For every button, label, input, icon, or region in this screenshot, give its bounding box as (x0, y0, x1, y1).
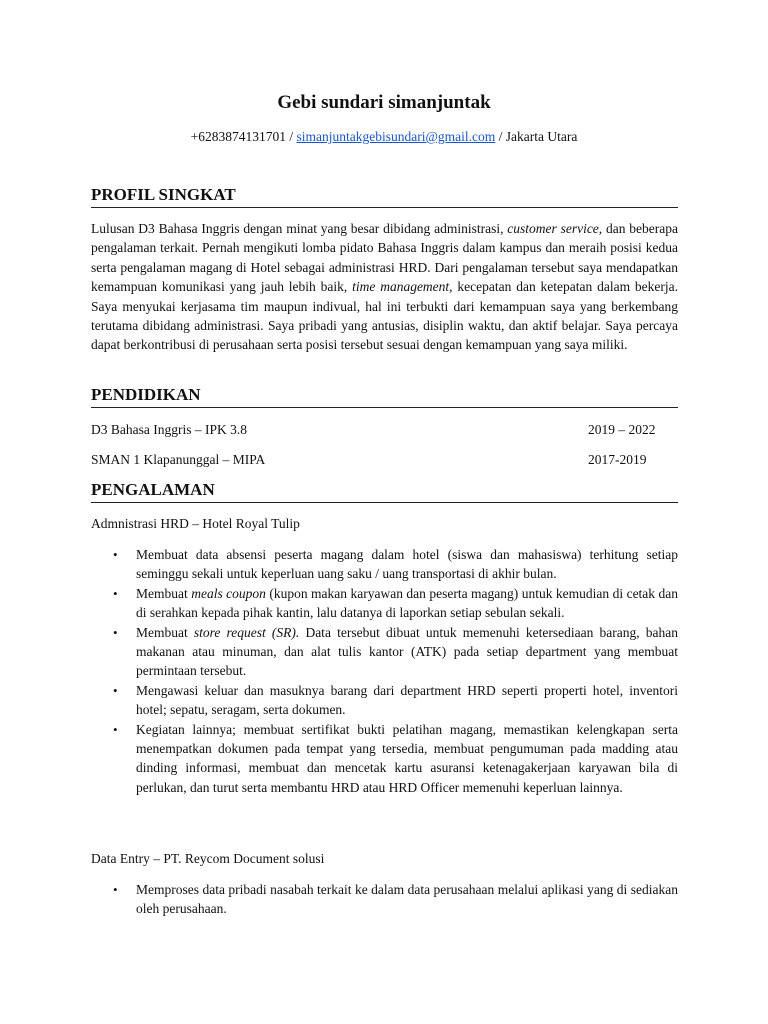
email-link[interactable]: simanjuntakgebisundari@gmail.com (296, 129, 496, 144)
profile-text: kecepatan dan ketepatan dalam bekerja. Saya menyukai kerjasama tim maupun indivual, hal ini terbukti dari kemampuan saya yang berkembang terutama dibidang administrasi. Saya pribadi yang antusias, disiplin waktu, dan aktif belajar. Saya percaya dapat berkontribusi di perusahaan serta posisi tersebut sesuai dengan kemampuan yang saya miliki. (91, 279, 679, 353)
bullet-text: Mengawasi keluar dan masuknya barang dari department HRD seperti properti hotel, inventori hotel; sepatu, seragam, serta dokumen. (136, 682, 678, 718)
bullet-italic: store request (SR). (193, 624, 300, 640)
candidate-name: Gebi sundari simanjuntak (277, 92, 491, 113)
education-item (91, 420, 678, 439)
list-item (91, 681, 678, 720)
education-years: 2017-2019 (588, 452, 647, 467)
bullet-text: Membuat (136, 585, 192, 601)
bullet-text: Data tersebut dibuat untuk memenuhi ketersediaan barang, bahan makanan atau minuman, dan alat tulis kantor (ATK) pada setiap department yang membuat permintaan tersebut. (136, 624, 678, 679)
separator: / (495, 129, 506, 144)
education-years: 2019 – 2022 (588, 422, 656, 437)
profile-italic: customer service, (507, 221, 603, 236)
section-title-education: PENDIDIKAN (91, 384, 678, 408)
bullet-text: Membuat (136, 624, 194, 640)
bullet-italic: meals coupon (191, 585, 266, 601)
list-item (91, 545, 678, 584)
list-item (91, 880, 678, 919)
list-item (91, 720, 678, 798)
section-title-profile: PROFIL SINGKAT (91, 184, 678, 208)
job-title: Data Entry – PT. Reycom Document solusi (91, 851, 325, 866)
bullet-icon: • (113, 721, 118, 737)
separator: / (285, 129, 297, 144)
profile-italic: time management, (352, 279, 453, 295)
profile-text: Lulusan D3 Bahasa Inggris dengan minat yang besar dibidang administrasi, (91, 221, 508, 236)
section-title-experience: PENGALAMAN (91, 479, 678, 503)
job-bullet-list (91, 880, 678, 919)
location: Jakarta Utara (505, 129, 578, 144)
bullet-icon: • (113, 882, 118, 897)
bullet-text: Memproses data pribadi nasabah terkait ke dalam data perusahaan melalui aplikasi yang di sediakan oleh perusahaan. (136, 882, 678, 917)
contact-line (0, 129, 768, 145)
phone-number: +6283874131701 (190, 129, 286, 144)
bullet-text: (kupon makan karyawan dan peserta magang) untuk kemudian di cetak dan di serahkan kepada pihak kantin, lalu datanya di laporkan setiap sebulan sekali. (136, 585, 678, 621)
bullet-icon: • (113, 624, 118, 640)
job-bullet-list (91, 545, 678, 797)
bullet-text: Membuat data absensi peserta magang dalam hotel (siswa dan mahasiswa) terhitung setiap seminggu sekali untuk keperluan uang saku / uang transportasi di akhir bulan. (136, 547, 678, 582)
job-title: Admnistrasi HRD – Hotel Royal Tulip (91, 516, 300, 531)
education-name: D3 Bahasa Inggris – IPK 3.8 (91, 422, 247, 437)
bullet-text: Kegiatan lainnya; membuat sertifikat bukti pelatihan magang, memastikan kelengkapan serta menempatkan dokumen pada tempat yang tersedia, membuat pengumuman pada madding atau dinding informasi, membuat dan mencetak kartu asuransi ketenagakerjaan karyawan bila di perlukan, dan turut serta membantu HRD atau HRD Officer memenuhi keperluan lainnya. (136, 721, 678, 795)
profile-text: dan beberapa pengalaman terkait. Pernah mengikuti lomba pidato Bahasa Inggris dalam kampus dan meraih posisi kedua serta pengalaman magang di Hotel sebagai administrasi HRD. Dari pengalaman tersebut saya mendapatkan kemampuan komunikasi yang jauh lebih baik, (91, 221, 678, 295)
list-item (91, 584, 678, 623)
education-item (91, 450, 678, 469)
bullet-icon: • (113, 682, 118, 698)
bullet-icon: • (113, 547, 118, 562)
profile-paragraph (91, 219, 678, 355)
bullet-icon: • (113, 585, 118, 601)
education-name: SMAN 1 Klapanunggal – MIPA (91, 452, 266, 467)
list-item (91, 623, 678, 681)
